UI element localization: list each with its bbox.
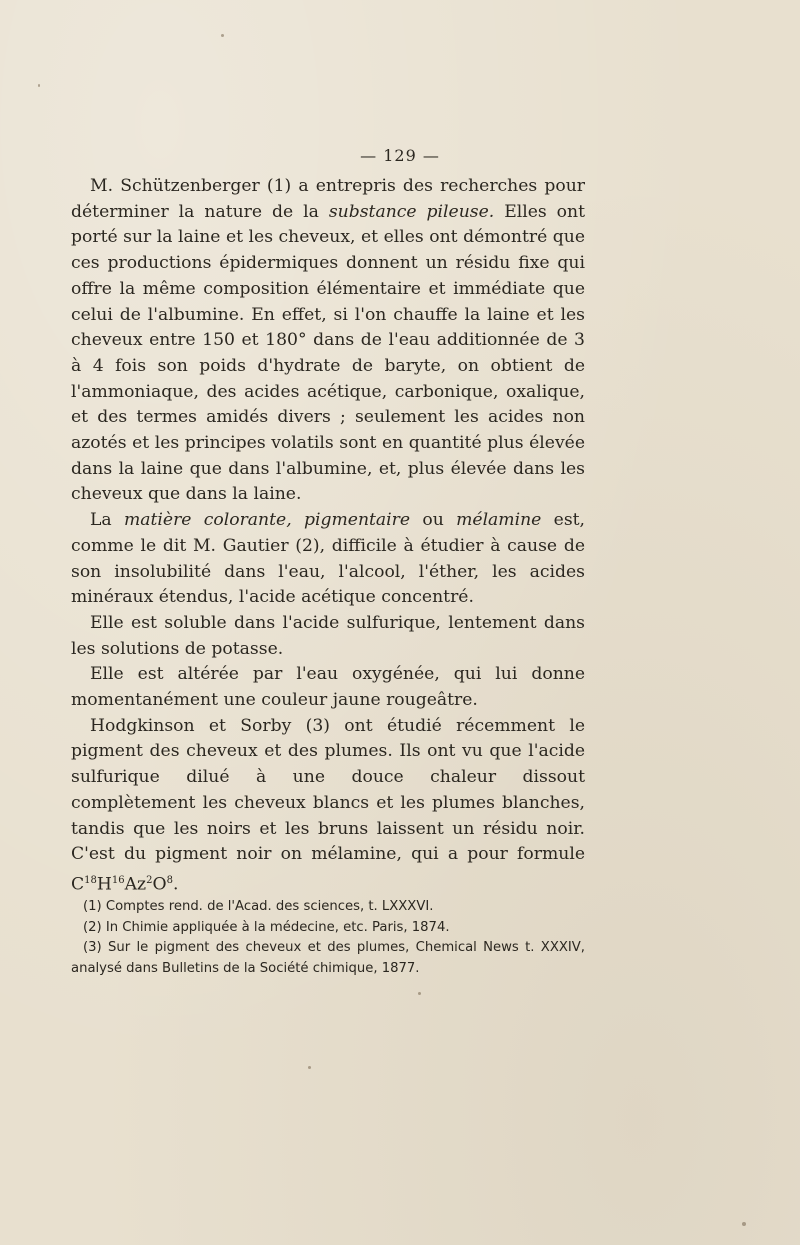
text-segment: H <box>96 874 112 895</box>
text-segment: Hodgkinson et Sorby (3) ont étudié récemment le pigment des cheveux et des plumes. Ils ont vu que l'acide sulfurique dilué à une douce chaleur dissout complètement les cheveux blancs et les plumes blanches, tandis que les noirs et les bruns laissent un résidu noir. C'est du pigment noir on mélamine, qui a pour formule C <box>71 715 585 895</box>
page-number: — 129 — <box>360 146 440 165</box>
text-segment: . <box>172 874 179 895</box>
text-segment: O <box>152 874 167 895</box>
body-text <box>71 174 585 898</box>
paragraph <box>71 611 585 662</box>
footnote-1: (1) Comptes rend. de l'Acad. des sciences, t. LXXXVI. <box>83 899 434 914</box>
paper-speck <box>38 84 40 87</box>
paper-speck <box>418 992 421 995</box>
text-segment: M. Schützenberger (1) a entrepris des recherches pour déterminer la nature de la <box>71 176 585 222</box>
superscript-text: 18 <box>84 874 97 886</box>
paragraph <box>71 174 585 508</box>
italic-text: matière colorante, pigmentaire <box>123 510 411 531</box>
footnote-3: (3) Sur le pigment des cheveux et des plumes, Chemical News t. XXXIV, analysé dans Bulletins de la Société chimique, 1877. <box>71 940 585 976</box>
paper-speck <box>742 1222 746 1226</box>
superscript-text: 2 <box>146 874 153 886</box>
footnotes <box>71 897 585 979</box>
text-segment: Elles ont porté sur la laine et les cheveux, et elles ont démontré que ces productions épidermiques donnent un résidu fixe qui offre la même composition élémentaire et immédiate que celui de l'albumine. En effet, si l'on chauffe la laine et les cheveux entre 150 et 180° dans de l'eau additionnée de 3 à 4 fois son poids d'hydrate de baryte, on obtient de l'ammoniaque, des acides acétique, carbonique, oxalique, et des termes amidés divers ; seulement les acides non azotés et les principes volatils sont en quantité plus élevée dans la laine que dans l'albumine, et, plus élevée dans les cheveux que dans la laine. <box>71 201 585 505</box>
text-segment: Elle est altérée par l'eau oxygénée, qui lui donne momentanément une couleur jaune rougeâtre. <box>71 664 585 711</box>
footnote-2: (2) In Chimie appliquée à la médecine, etc. Paris, 1874. <box>83 919 450 935</box>
superscript-text: 16 <box>111 874 125 886</box>
paragraph <box>71 662 585 713</box>
superscript-text: 8 <box>166 874 173 886</box>
text-segment: Elle est soluble dans l'acide sulfurique, lentement dans les solutions de potasse. <box>71 612 585 659</box>
italic-text: mélamine <box>456 510 542 531</box>
paragraph <box>71 508 585 611</box>
text-segment: La <box>90 510 124 531</box>
text-segment: ou <box>410 510 457 531</box>
italic-text: substance pileuse. <box>328 201 495 222</box>
paper-speck <box>308 1066 311 1069</box>
text-segment: Az <box>124 874 147 895</box>
paper-speck <box>221 34 224 37</box>
text-segment: est, comme le dit M. Gautier (2), difficile à étudier à cause de son insolubilité dans l'eau, l'alcool, l'éther, les acides minéraux étendus, l'acide acétique concentré. <box>71 510 586 608</box>
paragraph <box>71 714 585 899</box>
